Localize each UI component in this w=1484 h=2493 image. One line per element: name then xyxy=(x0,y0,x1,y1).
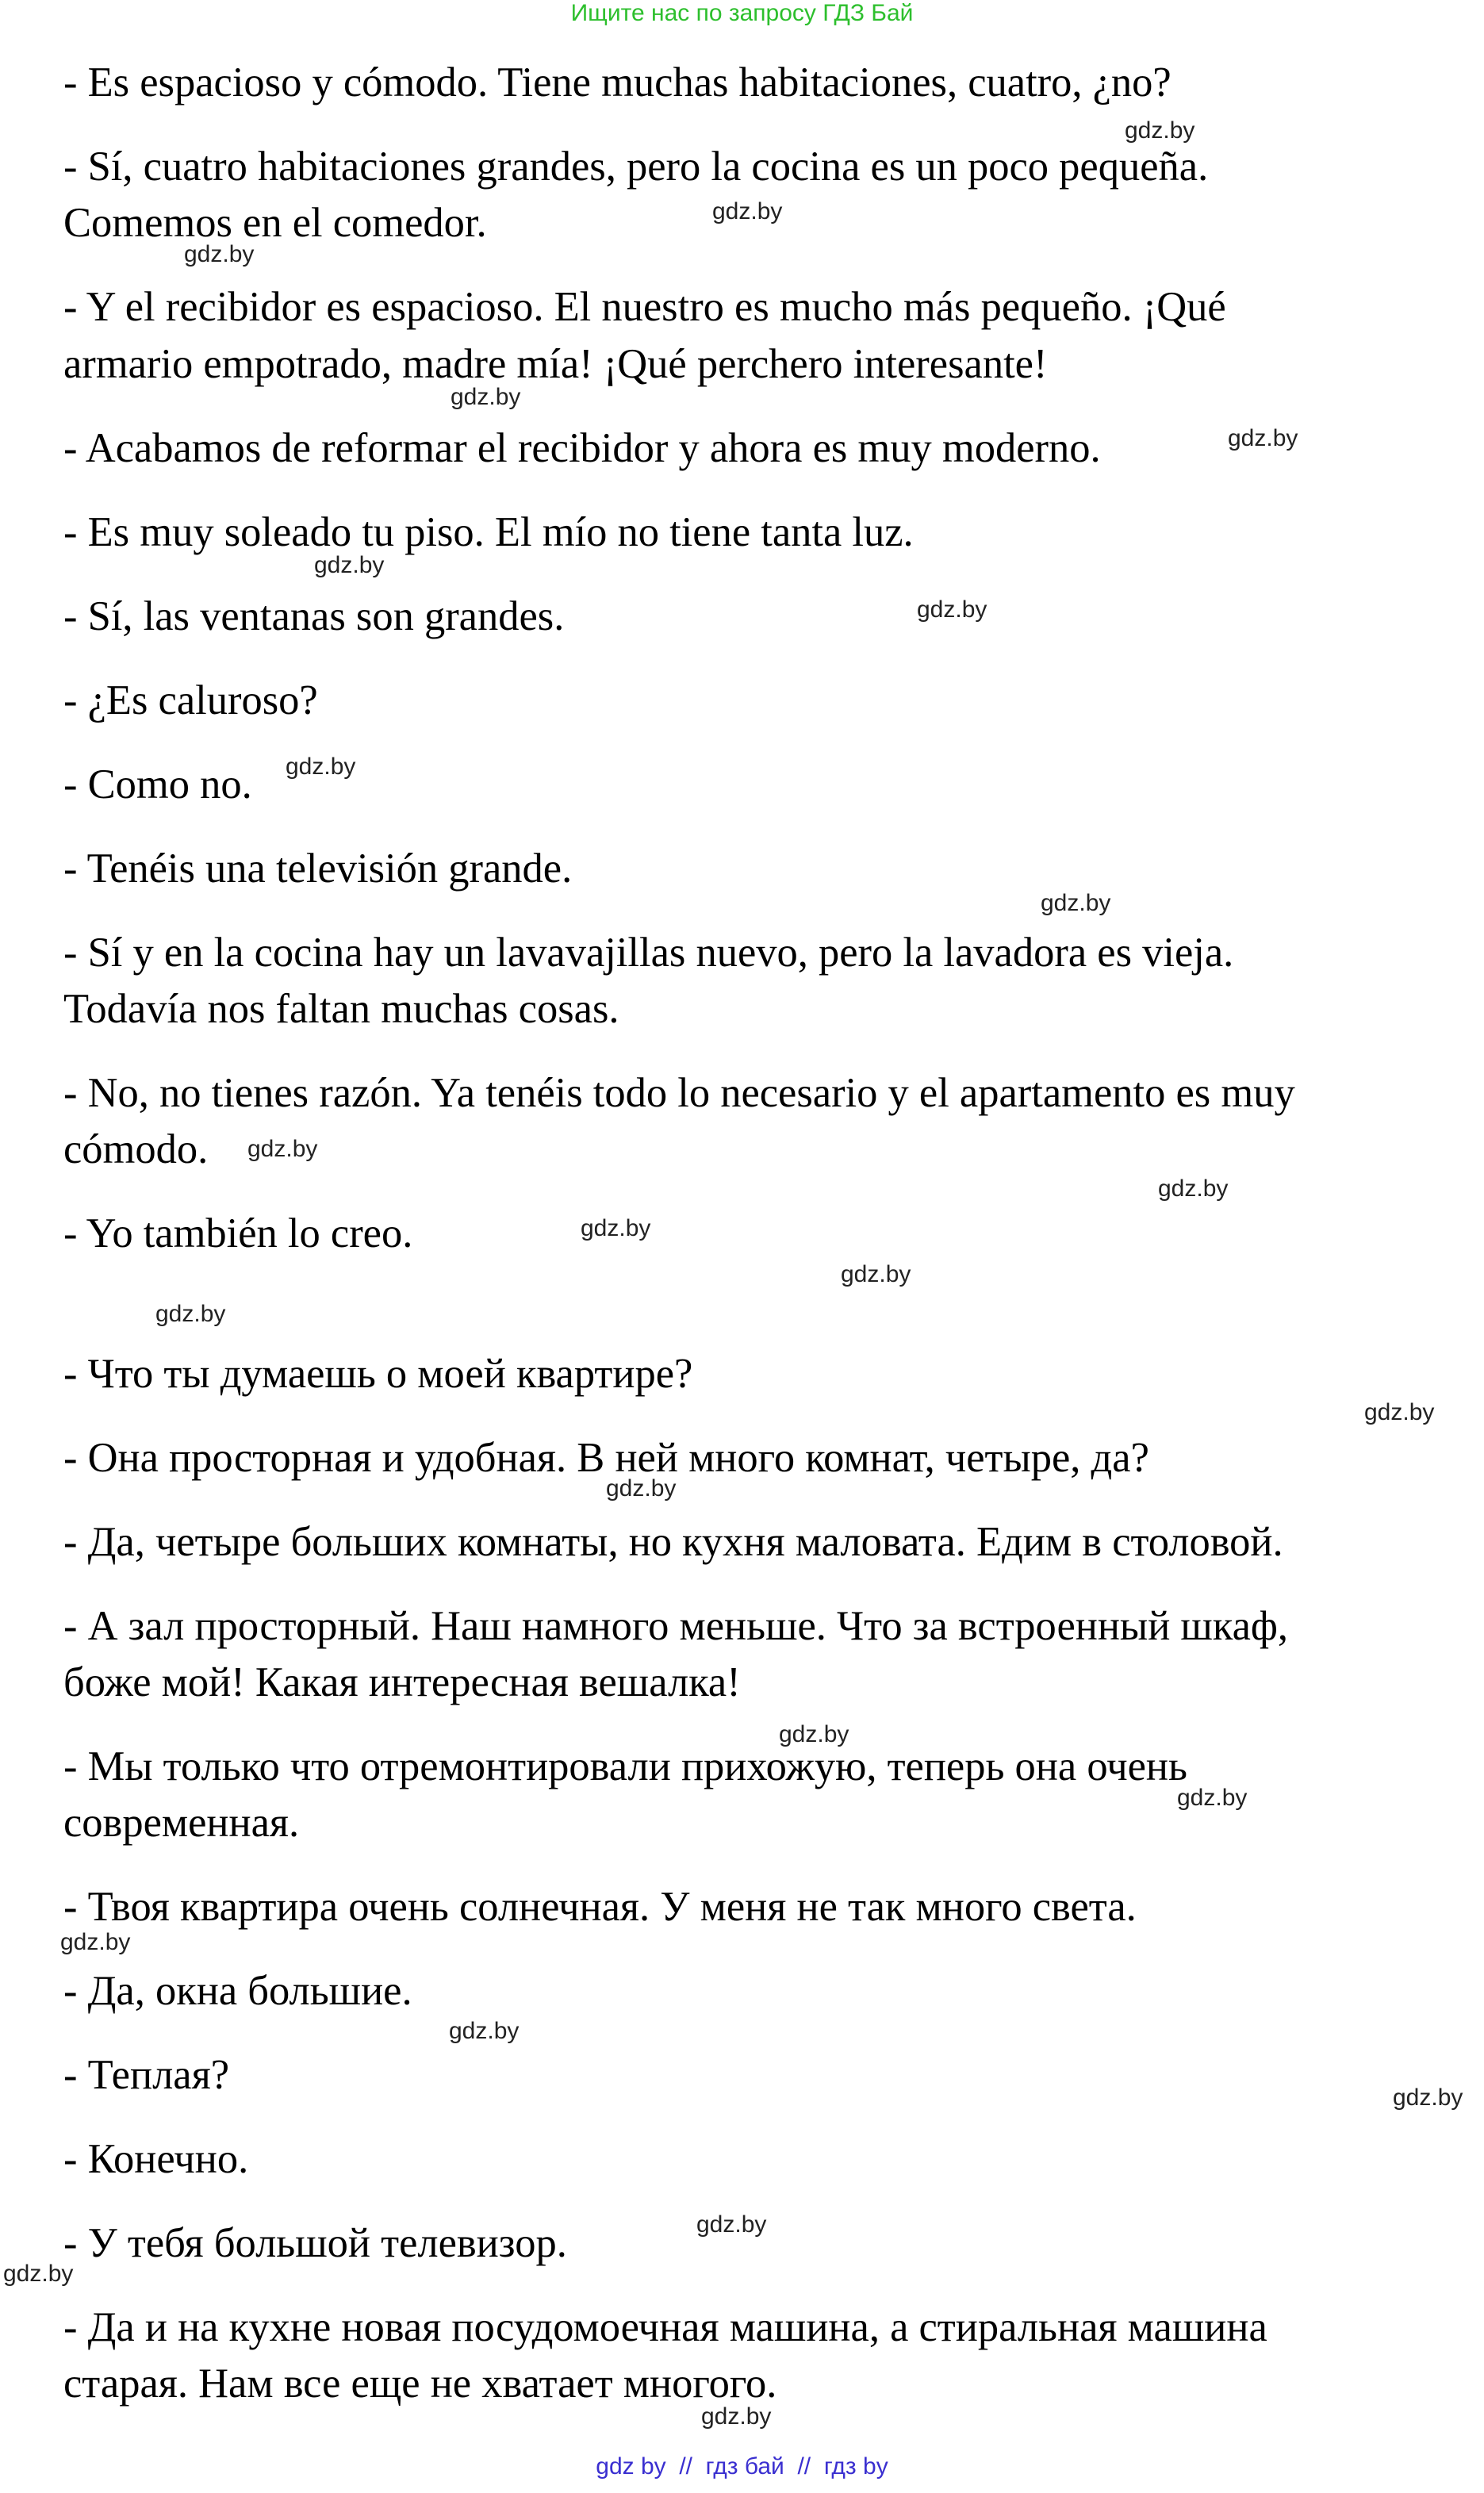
watermark: gdz.by xyxy=(1364,1399,1435,1425)
watermark: gdz.by xyxy=(3,2261,74,2287)
spanish-line-8: - Sí, las ventanas son grandes. xyxy=(63,593,565,639)
watermark: gdz.by xyxy=(606,1475,677,1502)
watermark: gdz.by xyxy=(917,596,987,623)
watermark: gdz.by xyxy=(1125,117,1195,144)
watermark: gdz.by xyxy=(696,2211,767,2238)
spanish-line-6: - Acabamos de reformar el recibidor y ahora es muy moderno. xyxy=(63,425,1101,471)
watermark: gdz.by xyxy=(314,552,385,578)
russian-line-2: - Она просторная и удобная. В ней много комнат, четыре, да? xyxy=(63,1435,1149,1481)
spanish-line-11: - Tenéis una televisión grande. xyxy=(63,846,573,892)
russian-line-14: старая. Нам все еще не хватает многого. xyxy=(63,2361,777,2407)
russian-line-13: - Да и на кухне новая посудомоечная машина, а стиральная машина xyxy=(63,2304,1267,2350)
spanish-line-1: - Es espacioso y cómodo. Tiene muchas habitaciones, cuatro, ¿no? xyxy=(63,59,1171,105)
russian-line-12: - У тебя большой телевизор. xyxy=(63,2220,567,2266)
russian-line-6: - Мы только что отремонтировали прихожую, теперь она очень xyxy=(63,1743,1187,1789)
watermark: gdz.by xyxy=(184,241,255,267)
watermark: gdz.by xyxy=(581,1215,651,1241)
russian-line-9: - Да, окна большие. xyxy=(63,1968,412,2014)
spanish-line-15: cómodo. xyxy=(63,1126,209,1172)
watermark: gdz.by xyxy=(1393,2085,1463,2111)
watermark: gdz.by xyxy=(449,2018,520,2044)
russian-line-10: - Теплая? xyxy=(63,2052,230,2098)
search-hint-banner: Ищите нас по запросу ГДЗ Бай xyxy=(570,0,914,26)
watermark: gdz.by xyxy=(1041,890,1111,916)
watermark: gdz.by xyxy=(286,754,356,780)
russian-line-7: современная. xyxy=(63,1800,300,1846)
spanish-line-2: - Sí, cuatro habitaciones grandes, pero la cocina es un poco pequeña. xyxy=(63,144,1209,190)
spanish-line-16: - Yo también lo creo. xyxy=(63,1210,413,1256)
watermark: gdz.by xyxy=(1158,1176,1229,1202)
watermark: gdz.by xyxy=(60,1929,131,1955)
spanish-line-12: - Sí y en la cocina hay un lavavajillas nuevo, pero la lavadora es vieja. xyxy=(63,930,1234,976)
russian-line-1: - Что ты думаешь о моей квартире? xyxy=(63,1351,693,1397)
watermark: gdz.by xyxy=(701,2403,772,2430)
watermark: gdz.by xyxy=(712,198,783,224)
spanish-line-14: - No, no tienes razón. Ya tenéis todo lo necesario y el apartamento es muy xyxy=(63,1070,1295,1116)
watermark: gdz.by xyxy=(1228,425,1298,451)
russian-line-3: - Да, четыре больших комнаты, но кухня маловата. Едим в столовой. xyxy=(63,1519,1283,1565)
watermark: gdz.by xyxy=(841,1261,911,1287)
spanish-line-5: armario empotrado, madre mía! ¡Qué perchero interesante! xyxy=(63,341,1048,387)
watermark: gdz.by xyxy=(247,1136,318,1162)
spanish-line-4: - Y el recibidor es espacioso. El nuestro es mucho más pequeño. ¡Qué xyxy=(63,284,1226,330)
watermark: gdz.by xyxy=(1177,1785,1248,1811)
spanish-line-3: Comemos en el comedor. xyxy=(63,200,487,246)
watermark: gdz.by xyxy=(451,384,521,410)
russian-line-4: - А зал просторный. Наш намного меньше. Что за встроенный шкаф, xyxy=(63,1603,1289,1649)
footer-links: gdz by // гдз бай // гдз by xyxy=(596,2453,888,2480)
russian-line-11: - Конечно. xyxy=(63,2136,249,2182)
watermark: gdz.by xyxy=(155,1301,226,1327)
russian-line-5: боже мой! Какая интересная вешалка! xyxy=(63,1659,741,1705)
russian-line-8: - Твоя квартира очень солнечная. У меня не так много света. xyxy=(63,1884,1137,1930)
spanish-line-10: - Como no. xyxy=(63,761,252,807)
spanish-line-13: Todavía nos faltan muchas cosas. xyxy=(63,986,619,1032)
spanish-line-9: - ¿Es caluroso? xyxy=(63,677,318,723)
spanish-line-7: - Es muy soleado tu piso. El mío no tiene tanta luz. xyxy=(63,509,914,555)
watermark: gdz.by xyxy=(779,1721,849,1747)
